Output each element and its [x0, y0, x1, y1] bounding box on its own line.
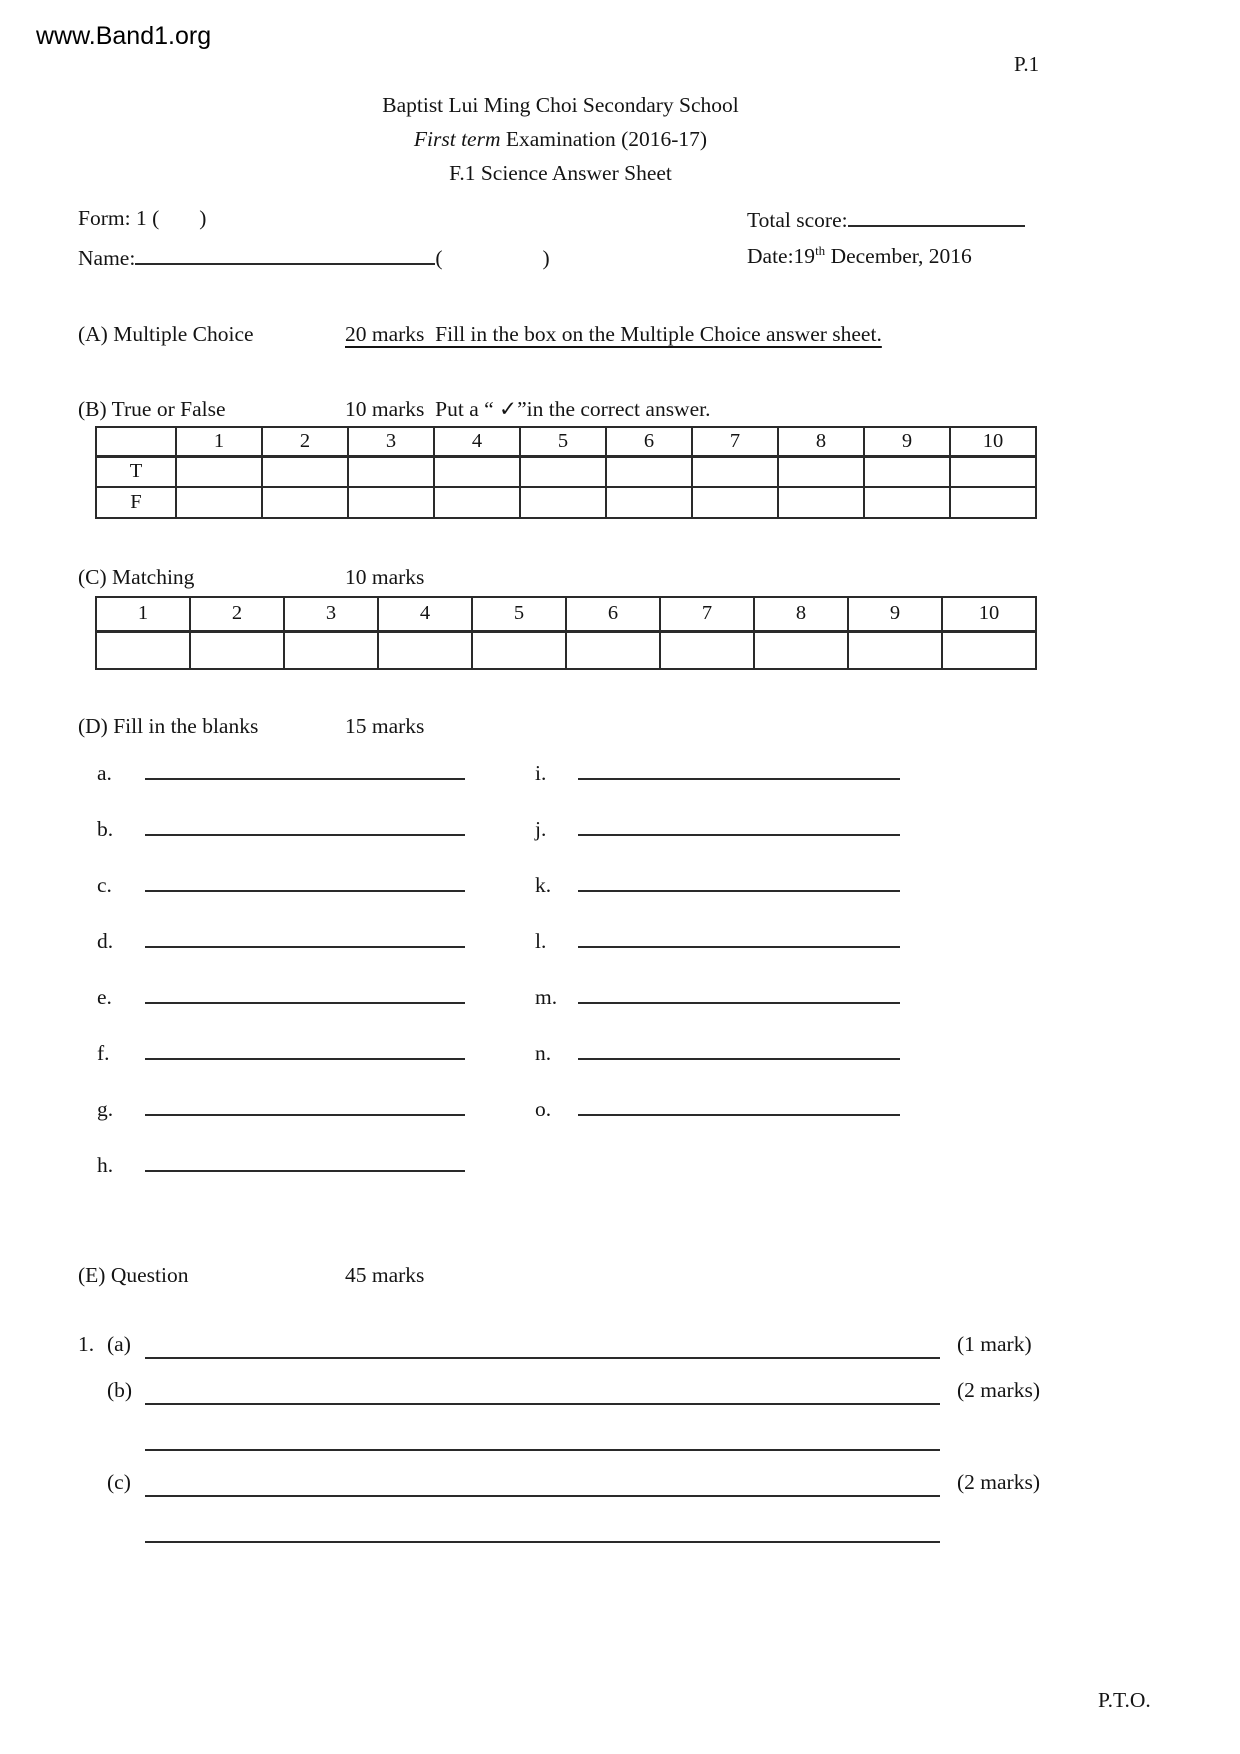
section-a-title: (A) Multiple Choice: [78, 322, 254, 346]
total-score-field: [747, 206, 1025, 233]
answer-cell: [434, 456, 520, 487]
site-watermark: www.Band1.org: [36, 22, 212, 50]
blank-item: [535, 811, 900, 844]
answer-cell: [520, 487, 606, 518]
section-a-instruction: 20 marks Fill in the box on the Multiple Choice answer sheet.: [345, 322, 882, 346]
answer-cell: [190, 631, 284, 669]
answer-cell: [262, 456, 348, 487]
blank-label: g.: [97, 1097, 114, 1121]
date-field: [747, 244, 972, 269]
continuation-line-row: [78, 1516, 1043, 1562]
blank-line: [578, 1091, 900, 1116]
row-label-true: T: [96, 456, 176, 487]
column-header: 4: [378, 597, 472, 631]
blank-label: d.: [97, 929, 114, 953]
blank-item: [97, 811, 535, 844]
blank-label: b.: [97, 817, 114, 841]
answer-cell: [566, 631, 660, 669]
answer-cell: [778, 456, 864, 487]
blank-item: [535, 867, 900, 900]
answer-cell: [176, 487, 262, 518]
blank-label: n.: [535, 1041, 552, 1065]
answer-cell: [864, 487, 950, 518]
blank-item: [97, 1147, 535, 1180]
class-no-paren-close: ): [542, 246, 550, 270]
table-header-row: [96, 597, 1036, 631]
blank-line: [145, 755, 465, 780]
false-row: [96, 487, 1036, 518]
form-blank: [159, 215, 199, 225]
class-no-paren-open: (: [435, 246, 443, 270]
section-e-marks: 45 marks: [345, 1263, 425, 1287]
question-part-row: [78, 1470, 1043, 1516]
name-blank: [135, 244, 435, 265]
column-header: 5: [472, 597, 566, 631]
marks-label: (1 mark): [957, 1332, 1032, 1356]
blank-label: m.: [535, 985, 558, 1009]
answer-cell: [692, 487, 778, 518]
page-turn-over-label: P.T.O.: [1098, 1688, 1151, 1712]
blank-item: [535, 755, 900, 788]
answer-cell: [754, 631, 848, 669]
blank-item: [97, 755, 535, 788]
section-d-marks: 15 marks: [345, 714, 425, 738]
answer-cell: [950, 487, 1036, 518]
answer-cell: [348, 456, 434, 487]
blank-line: [578, 923, 900, 948]
form-paren-close: ): [199, 206, 207, 230]
blank-line: [578, 811, 900, 836]
answer-cell: [692, 456, 778, 487]
matching-answer-row: [96, 631, 1036, 669]
table-header-row: [96, 427, 1036, 456]
column-header: 1: [96, 597, 190, 631]
question-part-row: [78, 1332, 1043, 1378]
blank-item: [535, 1035, 900, 1068]
blank-line: [145, 1091, 465, 1116]
form-label: Form: 1 (: [78, 206, 160, 230]
answer-cell: [848, 631, 942, 669]
blank-item: [97, 1091, 535, 1124]
column-header: 2: [190, 597, 284, 631]
column-header: 9: [864, 427, 950, 456]
school-name: Baptist Lui Ming Choi Secondary School: [382, 93, 739, 117]
blank-label: c.: [97, 873, 112, 897]
part-label: (b): [107, 1378, 133, 1402]
date-ordinal: th: [815, 242, 826, 258]
true-row: [96, 456, 1036, 487]
column-header: 10: [942, 597, 1036, 631]
answer-line: [145, 1332, 940, 1359]
total-score-label: Total score:: [747, 208, 848, 232]
blank-line: [145, 811, 465, 836]
blank-label: o.: [535, 1097, 552, 1121]
blank-label: i.: [535, 761, 547, 785]
part-label: (c): [107, 1470, 131, 1494]
answer-cell: [864, 456, 950, 487]
answer-cell: [434, 487, 520, 518]
blank-item: [535, 1091, 900, 1124]
fill-in-blanks-grid: [78, 755, 1043, 1203]
column-header: 7: [692, 427, 778, 456]
marks-label: (2 marks): [957, 1470, 1040, 1494]
name-label: Name:: [78, 246, 136, 270]
column-header: 6: [566, 597, 660, 631]
exam-term: First term: [413, 127, 501, 151]
blank-label: h.: [97, 1153, 114, 1177]
column-header: 8: [754, 597, 848, 631]
column-header: 3: [284, 597, 378, 631]
blank-item: [97, 867, 535, 900]
part-label-spacer: [107, 1424, 145, 1470]
answer-line: [145, 1424, 940, 1451]
blank-item: [97, 1035, 535, 1068]
blank-label: l.: [535, 929, 547, 953]
answer-cell: [950, 456, 1036, 487]
question-number-spacer: [78, 1516, 107, 1562]
date-prefix: Date:19: [747, 244, 816, 268]
answer-cell: [96, 631, 190, 669]
section-d-title: (D) Fill in the blanks: [78, 714, 259, 738]
question-number-spacer: [78, 1470, 107, 1516]
question-number: 1.: [78, 1332, 95, 1356]
blank-label: j.: [535, 817, 547, 841]
question-number-spacer: [78, 1424, 107, 1470]
section-c-heading: [78, 565, 1043, 590]
question-1-block: [78, 1332, 1043, 1562]
question-part-row: [78, 1378, 1043, 1424]
section-b-heading: [78, 397, 1043, 422]
answer-cell: [606, 487, 692, 518]
blank-line: [578, 867, 900, 892]
question-number-spacer: [78, 1378, 107, 1424]
blank-line: [145, 1035, 465, 1060]
sheet-title: F.1 Science Answer Sheet: [449, 161, 672, 185]
answer-line: [145, 1470, 940, 1497]
answer-cell: [348, 487, 434, 518]
answer-line: [145, 1378, 940, 1405]
matching-table: [95, 596, 1037, 670]
continuation-line-row: [78, 1424, 1043, 1470]
marks-label: (2 marks): [957, 1378, 1040, 1402]
blanks-right-column: [535, 755, 900, 1203]
blank-label: f.: [97, 1041, 110, 1065]
answer-cell: [778, 487, 864, 518]
total-score-blank: [848, 206, 1025, 227]
blanks-left-column: [78, 755, 535, 1203]
blank-item: [97, 923, 535, 956]
blank-line: [578, 979, 900, 1004]
answer-cell: [472, 631, 566, 669]
blank-item: [535, 923, 900, 956]
title-block: [78, 88, 1043, 190]
part-label: (a): [107, 1332, 131, 1356]
blank-item: [97, 979, 535, 1012]
page-content: [78, 88, 1043, 1562]
column-header: 2: [262, 427, 348, 456]
answer-cell: [606, 456, 692, 487]
column-header: 4: [434, 427, 520, 456]
answer-cell: [520, 456, 606, 487]
section-e-title: (E) Question: [78, 1263, 189, 1287]
blank-label: a.: [97, 761, 112, 785]
part-label-spacer: [107, 1516, 145, 1562]
column-header: 3: [348, 427, 434, 456]
column-header: 9: [848, 597, 942, 631]
blank-line: [578, 1035, 900, 1060]
column-header: 8: [778, 427, 864, 456]
exam-title-rest: Examination (2016-17): [500, 127, 708, 151]
blank-line: [145, 867, 465, 892]
answer-cell: [262, 487, 348, 518]
answer-cell: [660, 631, 754, 669]
form-score-row: [78, 206, 1043, 232]
section-b-instruction: 10 marks Put a “ ✓”in the correct answer.: [345, 397, 711, 421]
blank-label: e.: [97, 985, 112, 1009]
section-e-heading: [78, 1263, 1043, 1288]
true-false-table: [95, 426, 1037, 519]
answer-line: [145, 1516, 940, 1543]
corner-cell: [96, 427, 176, 456]
section-d-heading: [78, 714, 1043, 739]
column-header: 7: [660, 597, 754, 631]
answer-cell: [942, 631, 1036, 669]
column-header: 5: [520, 427, 606, 456]
blank-label: k.: [535, 873, 552, 897]
section-c-title: (C) Matching: [78, 565, 195, 589]
name-date-row: [78, 244, 1043, 270]
class-no-blank: [442, 255, 542, 265]
section-a-heading: [78, 322, 1043, 347]
blank-item: [535, 979, 900, 1012]
column-header: 10: [950, 427, 1036, 456]
answer-cell: [284, 631, 378, 669]
section-c-marks: 10 marks: [345, 565, 425, 589]
column-header: 1: [176, 427, 262, 456]
blank-line: [145, 1147, 465, 1172]
date-suffix: December, 2016: [825, 244, 972, 268]
page-number: P.1: [1014, 52, 1040, 76]
row-label-false: F: [96, 487, 176, 518]
blank-line: [578, 755, 900, 780]
section-b-title: (B) True or False: [78, 397, 226, 421]
answer-cell: [176, 456, 262, 487]
column-header: 6: [606, 427, 692, 456]
exam-title: [78, 122, 1043, 156]
blank-line: [145, 979, 465, 1004]
blank-line: [145, 923, 465, 948]
answer-cell: [378, 631, 472, 669]
